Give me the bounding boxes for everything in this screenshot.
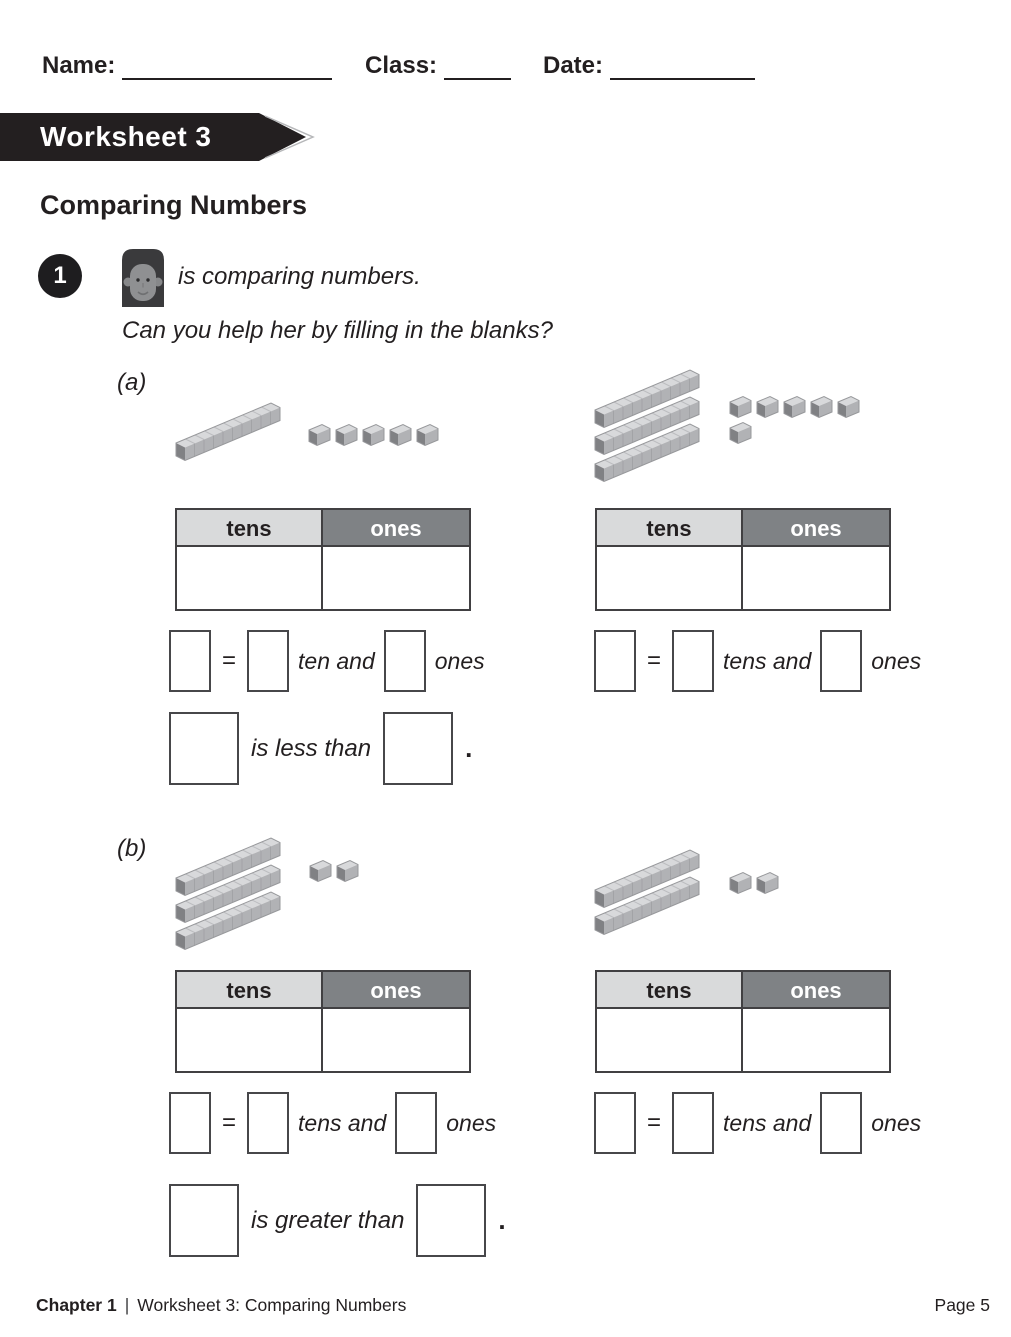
equation-connector-text: ten and — [298, 647, 375, 674]
table-body-row — [177, 547, 469, 609]
part-b-label: (b) — [117, 835, 147, 862]
equation-unit-text: ones — [871, 647, 922, 674]
class-field-group — [365, 52, 511, 80]
tens-answer-cell — [597, 1009, 743, 1071]
table-body-row — [597, 1009, 889, 1071]
tens-column-header: tens — [597, 510, 743, 545]
question-prompt-text: Can you help her by filling in the blanks? — [122, 317, 553, 344]
table-header-row — [597, 972, 889, 1009]
part-a-label: (a) — [117, 369, 147, 396]
equation-unit-text: ones — [434, 647, 485, 674]
part-b-right-tens-rods — [592, 846, 702, 942]
comparison-answer-box — [416, 1184, 486, 1257]
question-number-badge: 1 — [38, 254, 82, 298]
footer-chapter: Chapter 1 — [36, 1295, 117, 1315]
table-header-row — [597, 510, 889, 547]
ones-answer-box — [384, 630, 426, 692]
page-footer — [36, 1295, 990, 1316]
number-answer-box — [169, 630, 211, 692]
tens-column-header: tens — [597, 972, 743, 1007]
comparison-phrase: is greater than — [251, 1206, 405, 1234]
number-answer-box — [594, 1092, 636, 1154]
name-blank-line — [122, 58, 332, 80]
part-a-left-tens-rods — [173, 399, 283, 468]
ones-answer-box — [820, 1092, 862, 1154]
question-intro-text: is comparing numbers. — [178, 263, 421, 290]
equals-sign: = — [222, 647, 237, 674]
tens-answer-cell — [177, 547, 323, 609]
ones-answer-cell — [743, 547, 889, 609]
part-b-left-place-value-table — [175, 970, 471, 1073]
sentence-period: . — [498, 1205, 506, 1235]
ones-column-header: ones — [743, 972, 889, 1007]
ones-answer-cell — [323, 547, 469, 609]
part-b-right-place-value-table — [595, 970, 891, 1073]
date-field-group — [543, 52, 755, 80]
comparison-phrase: is less than — [251, 734, 372, 762]
tens-answer-cell — [177, 1009, 323, 1071]
table-header-row — [177, 510, 469, 547]
ones-column-header: ones — [743, 510, 889, 545]
part-b-right-equation — [594, 1092, 921, 1154]
ones-column-header: ones — [323, 510, 469, 545]
part-b-left-equation — [169, 1092, 496, 1154]
tens-column-header: tens — [177, 510, 323, 545]
comparison-answer-box — [169, 1184, 239, 1257]
sentence-period: . — [465, 733, 473, 763]
part-a-right-tens-rods — [592, 366, 702, 489]
equation-connector-text: tens and — [298, 1109, 387, 1136]
ones-answer-cell — [323, 1009, 469, 1071]
comparison-answer-box — [383, 712, 453, 785]
class-blank-line — [444, 58, 511, 80]
footer-worksheet-title: Worksheet 3: Comparing Numbers — [137, 1295, 407, 1315]
equation-connector-text: tens and — [723, 1109, 812, 1136]
equals-sign: = — [647, 647, 662, 674]
ones-column-header: ones — [323, 972, 469, 1007]
part-a-right-ones-cubes — [727, 393, 862, 452]
girl-avatar-icon — [122, 249, 164, 307]
page-heading: Comparing Numbers — [40, 190, 308, 220]
part-b-right-ones-cubes — [727, 869, 862, 901]
tens-answer-box — [247, 630, 289, 692]
ones-answer-cell — [743, 1009, 889, 1071]
equation-unit-text: ones — [871, 1109, 922, 1136]
part-a-right-equation — [594, 630, 921, 692]
date-blank-line — [610, 58, 755, 80]
tens-column-header: tens — [177, 972, 323, 1007]
part-a-right-place-value-table — [595, 508, 891, 611]
part-a-comparison-sentence — [169, 712, 472, 785]
equals-sign: = — [647, 1109, 662, 1136]
part-a-left-equation — [169, 630, 485, 692]
part-b-left-tens-rods — [173, 834, 283, 957]
name-label: Name: — [42, 52, 116, 79]
number-answer-box — [594, 630, 636, 692]
equals-sign: = — [222, 1109, 237, 1136]
ones-answer-box — [395, 1092, 437, 1154]
equation-unit-text: ones — [446, 1109, 497, 1136]
part-b-left-ones-cubes — [307, 857, 442, 889]
footer-breadcrumb — [36, 1295, 406, 1316]
worksheet-banner-title: Worksheet 3 — [40, 121, 212, 152]
tens-answer-box — [672, 1092, 714, 1154]
table-body-row — [597, 547, 889, 609]
equation-connector-text: tens and — [723, 647, 812, 674]
name-field-group — [42, 52, 332, 80]
ones-answer-box — [820, 630, 862, 692]
part-b-comparison-sentence — [169, 1184, 506, 1257]
class-label: Class: — [365, 52, 438, 79]
comparison-answer-box — [169, 712, 239, 785]
table-body-row — [177, 1009, 469, 1071]
tens-answer-box — [672, 630, 714, 692]
footer-page-number: Page 5 — [934, 1295, 990, 1315]
number-answer-box — [169, 1092, 211, 1154]
footer-separator: | — [124, 1295, 130, 1315]
date-label: Date: — [543, 52, 604, 79]
tens-answer-cell — [597, 547, 743, 609]
part-a-left-ones-cubes — [306, 421, 441, 453]
table-header-row — [177, 972, 469, 1009]
part-a-left-place-value-table — [175, 508, 471, 611]
tens-answer-box — [247, 1092, 289, 1154]
